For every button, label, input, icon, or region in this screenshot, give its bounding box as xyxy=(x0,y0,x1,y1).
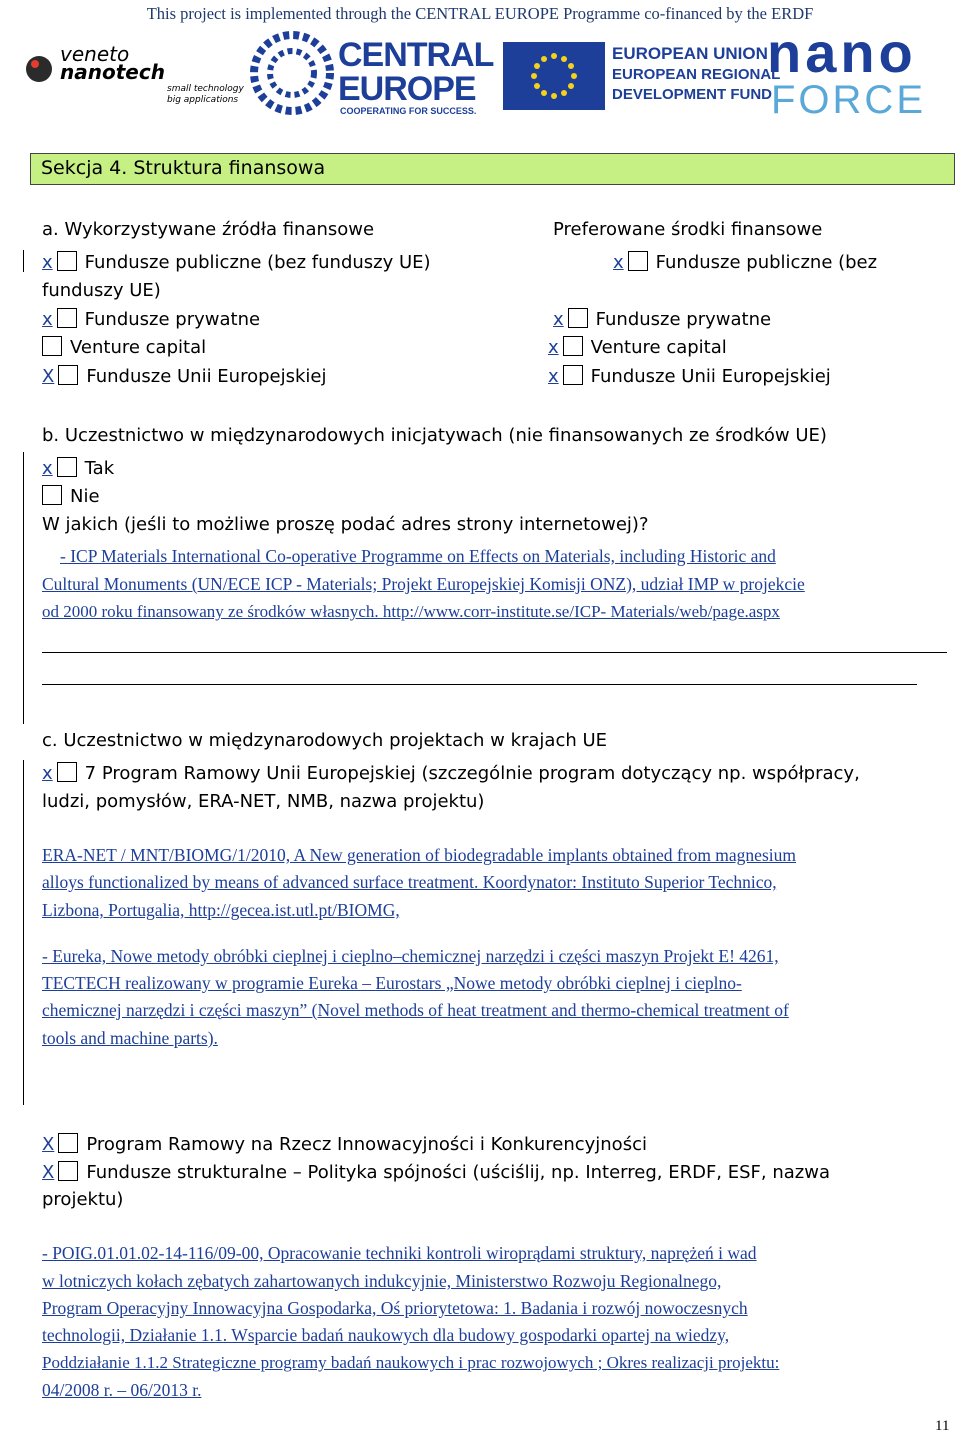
structural-label-continued: projektu) xyxy=(42,1189,124,1210)
wrap-line: funduszy UE) xyxy=(42,280,161,301)
right-item-private xyxy=(553,308,771,330)
checkbox-yes[interactable] xyxy=(57,457,77,477)
header-banner: This project is implemented through the CENTRAL EUROPE Programme co-financed by the ERDF xyxy=(146,4,814,23)
part-a-heading: a. Wykorzystywane źródła finansowe xyxy=(42,219,375,240)
item-label: Fundusze Unii Europejskiej xyxy=(86,366,327,387)
margin-bar xyxy=(23,760,24,1105)
check-mark: x xyxy=(42,309,53,330)
checkbox-structural[interactable] xyxy=(58,1161,78,1181)
item-label: Program Ramowy na Rzecz Innowacyjności i Konkurencyjności xyxy=(86,1134,647,1155)
item-label: Fundusze prywatne xyxy=(84,309,261,330)
check-mark: X xyxy=(42,366,55,387)
check-mark: x xyxy=(42,252,53,273)
item-label: Fundusze Unii Europejskiej xyxy=(590,366,831,387)
logo-central: CENTRAL xyxy=(338,36,494,74)
item-label: Tak xyxy=(84,458,115,479)
logo-cooperating: COOPERATING FOR SUCCESS. xyxy=(340,106,477,116)
checkbox-eu-left[interactable] xyxy=(58,365,78,385)
answer-line-2[interactable]: Cultural Monuments (UN/ECE ICP - Materials; Projekt Europejskiej Komisji ONZ), udział IMP w projekcie xyxy=(42,574,805,594)
veneto-nanotech-logo xyxy=(22,26,242,122)
left-item-eu xyxy=(42,365,326,387)
check-mark: x xyxy=(548,337,559,358)
eureka-line-2[interactable]: TECTECH realizowany w programie Eureka – Eurostars „Nowe metody obróbki cieplnej i cieplno- xyxy=(42,973,742,993)
check-mark: x xyxy=(613,252,624,273)
left-item-venture xyxy=(38,336,206,358)
section-header xyxy=(30,153,955,185)
option-fp7 xyxy=(42,762,860,784)
section-title: Sekcja 4. Struktura finansowa xyxy=(41,157,326,179)
check-mark: x xyxy=(548,366,559,387)
poig-line-1[interactable]: - POIG.01.01.02-14-116/09-00, Opracowanie techniki kontroli wiroprądami struktury, naprężeń i wad xyxy=(42,1243,757,1263)
blank-line xyxy=(42,684,917,685)
right-item-eu xyxy=(548,365,831,387)
right-item-venture xyxy=(548,336,727,358)
item-label: Nie xyxy=(70,486,100,507)
item-label: Fundusze strukturalne – Polityka spójności (uściślij, np. Interreg, ERDF, ESF, nazwa xyxy=(86,1162,830,1183)
eu-flag-logo xyxy=(503,42,605,110)
check-mark: x xyxy=(42,458,53,479)
logo-line-nanotech: nanotech xyxy=(60,60,165,84)
checkbox-private-right[interactable] xyxy=(568,308,588,328)
checkbox-fp7[interactable] xyxy=(57,762,77,782)
right-item-public xyxy=(613,251,877,273)
answer-line-3[interactable]: od 2000 roku finansowany ze środków własnych. http://www.corr-institute.se/ICP- Materials/web/page.aspx xyxy=(42,602,780,621)
poig-line-2[interactable]: w lotniczych kołach zębatych zahartowanych indukcyjnie, Ministerstwo Rozwoju Regionalnego, xyxy=(42,1271,722,1291)
force-text: FORCE xyxy=(771,78,926,122)
eureka-line-4[interactable]: tools and machine parts). xyxy=(42,1028,218,1048)
item-label: 7 Program Ramowy Unii Europejskiej (szczególnie program dotyczący np. współpracy, xyxy=(84,763,860,784)
sphere-icon xyxy=(24,54,54,84)
fp7-project-line-2[interactable]: alloys functionalized by means of advanced surface treatment. Koordynator: Instituto Superior Technico, xyxy=(42,872,777,892)
item-label: Fundusze publiczne (bez xyxy=(655,252,878,273)
erdf-line-2: EUROPEAN REGIONAL xyxy=(612,66,781,83)
erdf-logo xyxy=(612,26,781,122)
checkbox-venture-right[interactable] xyxy=(563,336,583,356)
nano-text: nano xyxy=(767,21,917,84)
option-structural xyxy=(42,1161,830,1183)
part-c-heading: c. Uczestnictwo w międzynarodowych projektach w krajach UE xyxy=(42,730,608,751)
item-label: Fundusze prywatne xyxy=(595,309,772,330)
eureka-line-1[interactable]: - Eureka, Nowe metody obróbki cieplnej i cieplno–chemicznej narzędzi i części maszyn Projekt E! 4261, xyxy=(42,946,779,966)
option-yes xyxy=(42,457,114,479)
option-no xyxy=(38,485,100,507)
checkbox-eu-right[interactable] xyxy=(563,365,583,385)
fp7-label-continued: ludzi, pomysłów, ERA-NET, NMB, nazwa projektu) xyxy=(42,791,485,812)
erdf-line-1: EUROPEAN UNION xyxy=(612,44,768,63)
poig-line-3[interactable]: Program Operacyjny Innowacyjna Gospodarka, Oś priorytetowa: 1. Badania i rozwój nowoczesnych xyxy=(42,1298,748,1318)
blank-line xyxy=(42,652,947,653)
checkbox-public-right[interactable] xyxy=(628,251,648,271)
checkbox-private-left[interactable] xyxy=(57,308,77,328)
erdf-line-3: DEVELOPMENT FUND xyxy=(612,86,773,103)
question-text: W jakich (jeśli to możliwe proszę podać adres strony internetowej)? xyxy=(42,514,649,535)
logo-europe: EUROPE xyxy=(338,70,476,108)
poig-line-4[interactable]: technologii, Działanie 1.1. Wsparcie badań naukowych dla budowy gospodarki opartej na wiedzy, xyxy=(42,1325,730,1345)
left-item-private xyxy=(42,308,260,330)
poig-line-6[interactable]: 04/2008 r. – 06/2013 r. xyxy=(42,1380,202,1400)
option-cip xyxy=(42,1133,647,1155)
check-mark: x xyxy=(42,763,53,784)
eu-stars-icon xyxy=(503,42,605,110)
part-b-heading: b. Uczestnictwo w międzynarodowych inicjatywach (nie finansowanych ze środków UE) xyxy=(42,425,827,446)
part-a-right-heading: Preferowane środki finansowe xyxy=(553,219,823,240)
fp7-project-line-1[interactable]: ERA-NET / MNT/BIOMG/1/2010, A New generation of biodegradable implants obtained from magnesium xyxy=(42,845,796,865)
page-number: 11 xyxy=(935,1418,950,1434)
answer-line-1[interactable]: - ICP Materials International Co-operative Programme on Effects on Materials, including Historic and xyxy=(60,546,776,566)
logo-tag-2: big applications xyxy=(167,95,239,105)
margin-bar xyxy=(23,452,24,724)
check-mark: X xyxy=(42,1162,55,1183)
fp7-project-line-3[interactable]: Lizbona, Portugalia, http://gecea.ist.utl.pt/BIOMG, xyxy=(42,900,400,920)
checkbox-venture-left[interactable] xyxy=(42,336,62,356)
star-circle-icon xyxy=(250,31,335,116)
central-europe-logo xyxy=(250,26,494,122)
check-mark: X xyxy=(42,1134,55,1155)
poig-line-5[interactable]: Poddziałanie 1.1.2 Strategiczne programy badań naukowych i prac rozwojowych ; Okres realizacji projektu: xyxy=(42,1353,780,1372)
item-label: Venture capital xyxy=(590,337,727,358)
logo-tag-1: small technology xyxy=(167,84,244,94)
nanoforce-logo xyxy=(765,21,950,122)
checkbox-public-left[interactable] xyxy=(57,251,77,271)
checkbox-no[interactable] xyxy=(42,485,62,505)
logo-line-veneto: veneto xyxy=(60,42,130,66)
margin-bar xyxy=(23,250,24,272)
checkbox-cip[interactable] xyxy=(58,1133,78,1153)
eureka-line-3[interactable]: chemicznej narzędzi i części maszyn” (Novel methods of heat treatment and thermo-chemical treatment of xyxy=(42,1000,789,1020)
check-mark: x xyxy=(553,309,564,330)
item-label: Venture capital xyxy=(70,337,207,358)
left-item-public xyxy=(42,251,431,273)
item-label: Fundusze publiczne (bez funduszy UE) xyxy=(84,252,431,273)
